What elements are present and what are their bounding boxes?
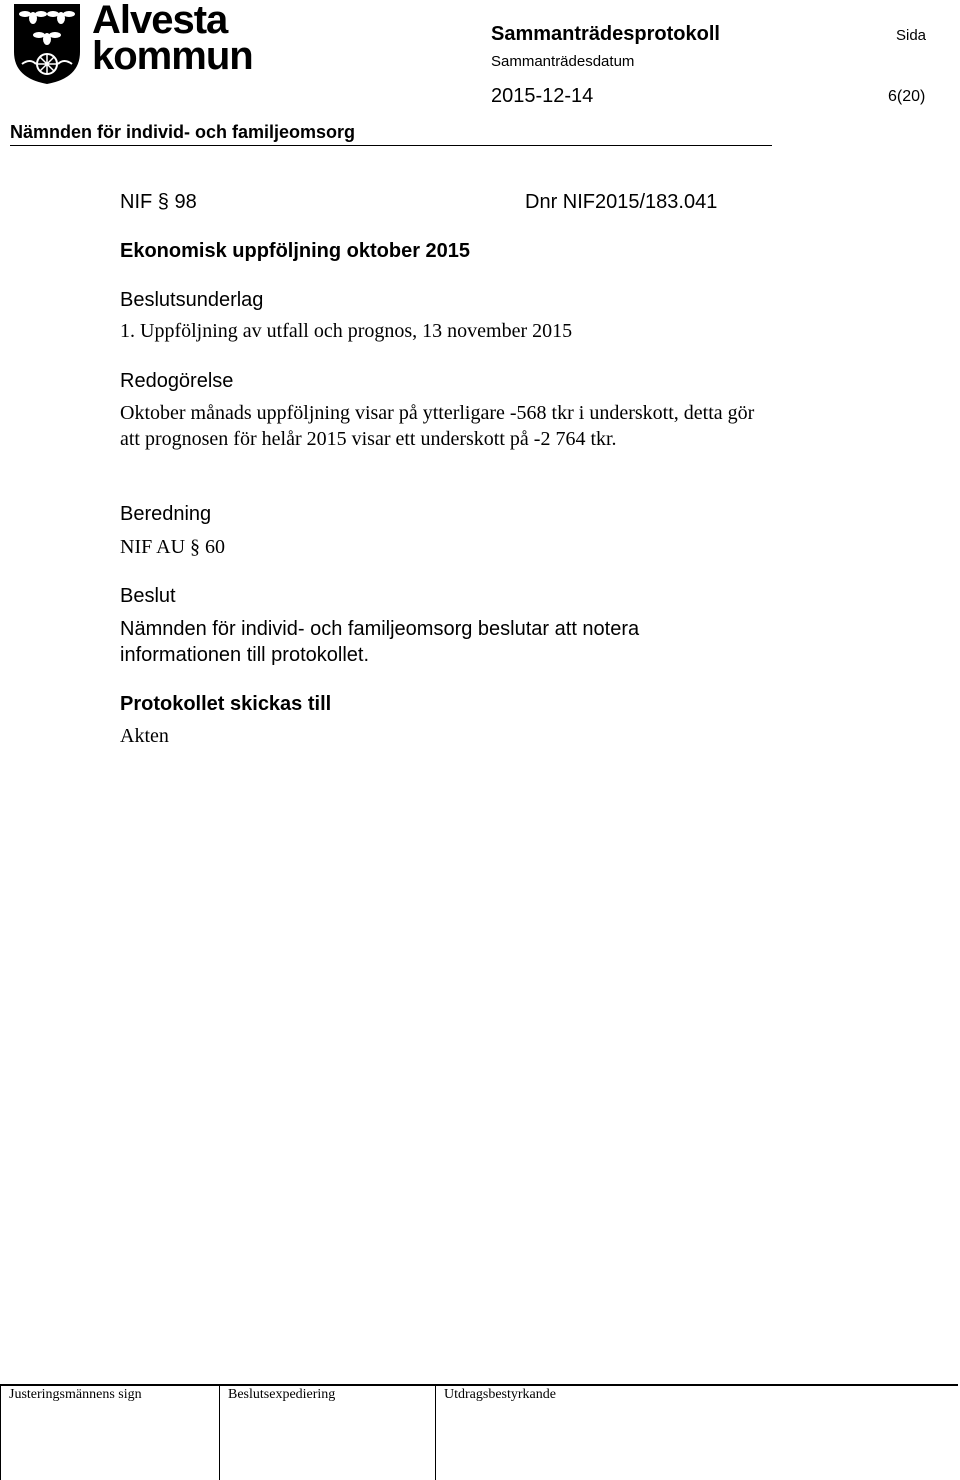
meeting-date: 2015-12-14 — [491, 85, 594, 107]
document-type: Sammanträdesprotokoll — [491, 23, 720, 45]
footer-label-certification: Utdragsbestyrkande — [444, 1387, 556, 1402]
sent-to-heading: Protokollet skickas till — [120, 693, 332, 715]
page-label: Sida — [896, 27, 927, 44]
committee-name: Nämnden för individ- och familjeomsorg — [10, 122, 356, 142]
coat-of-arms-icon — [10, 2, 84, 85]
footer-cell-dispatch — [220, 1386, 436, 1480]
municipality-logo — [10, 0, 253, 87]
page-number: 6(20) — [888, 88, 926, 105]
footer-cell-signatures — [0, 1386, 220, 1480]
decision-heading: Beslut — [120, 585, 176, 607]
report-heading: Redogörelse — [120, 370, 234, 392]
preparation-text: NIF AU § 60 — [120, 536, 226, 558]
logo-text-kommun: kommun — [92, 34, 253, 78]
logo-text-alvesta: Alvesta — [92, 0, 228, 42]
sent-to-text: Akten — [120, 725, 169, 747]
basis-item: 1. Uppföljning av utfall och prognos, 13 november 2015 — [120, 320, 573, 342]
case-number: NIF § 98 — [120, 191, 197, 213]
footer-cell-certification — [436, 1386, 958, 1480]
footer-label-signatures: Justeringsmännens sign — [9, 1387, 142, 1402]
footer-label-dispatch: Beslutsexpediering — [228, 1387, 336, 1402]
basis-heading: Beslutsunderlag — [120, 289, 264, 311]
case-title: Ekonomisk uppföljning oktober 2015 — [120, 240, 471, 262]
report-text: Oktober månads uppföljning visar på ytterligare -568 tkr i underskott, detta gör att prognosen för helår 2015 visar ett underskott på -2 764 tkr. — [120, 402, 755, 450]
meeting-date-label: Sammanträdesdatum — [491, 53, 635, 70]
diary-number: Dnr NIF2015/183.041 — [525, 191, 718, 213]
preparation-heading: Beredning — [120, 503, 212, 525]
header-divider — [10, 145, 772, 146]
decision-text: Nämnden för individ- och familjeomsorg beslutar att notera informationen till protokollet. — [120, 618, 640, 666]
